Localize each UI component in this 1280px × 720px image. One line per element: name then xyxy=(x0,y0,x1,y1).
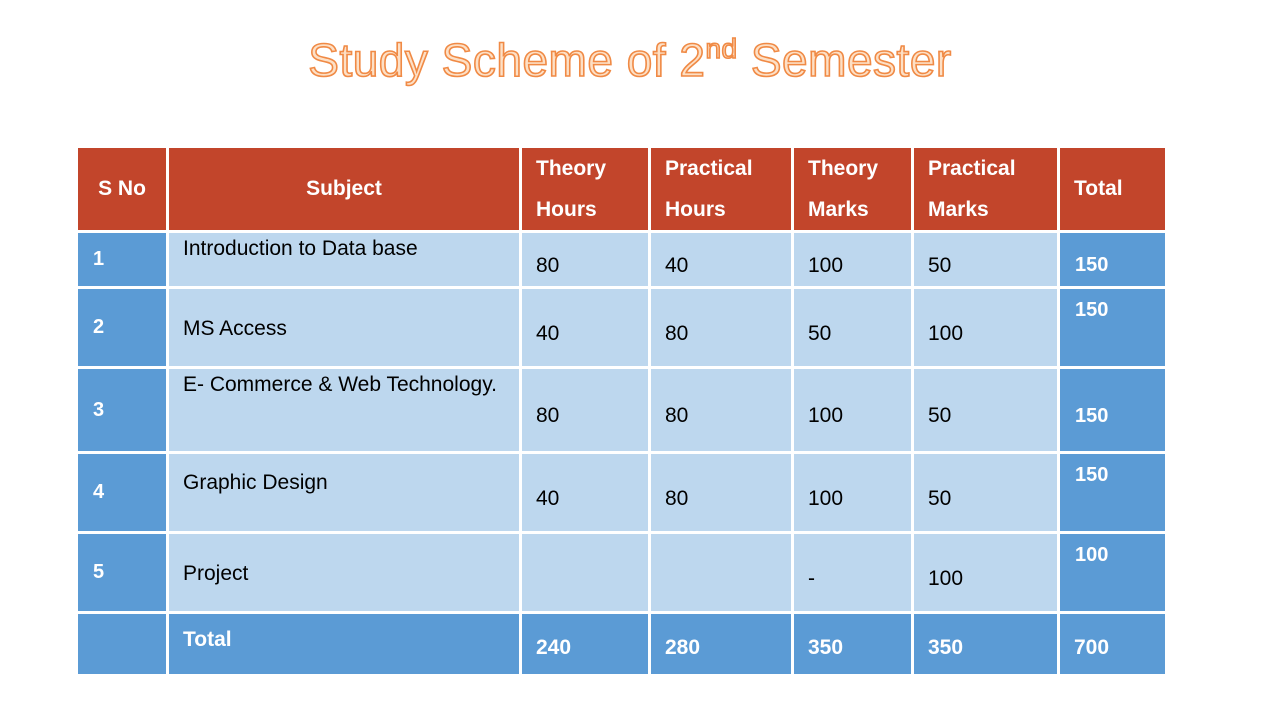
header-practical-marks xyxy=(914,148,1057,230)
table-row xyxy=(78,454,1165,531)
totals-theory-marks: 350 xyxy=(794,614,911,674)
row-total: 150 xyxy=(1060,454,1165,531)
title-rest: Semester xyxy=(737,34,952,86)
header-theory-hours xyxy=(522,148,648,230)
totals-practical-hours: 280 xyxy=(651,614,791,674)
row-theory-hours: 80 xyxy=(522,233,648,286)
row-theory-hours: 40 xyxy=(522,454,648,531)
row-practical-hours: 40 xyxy=(651,233,791,286)
header-practical-marks-line2: Marks xyxy=(928,198,989,221)
header-subject: Subject xyxy=(169,148,519,230)
row-practical-hours xyxy=(651,534,791,611)
header-theory-hours-line1: Theory xyxy=(536,157,607,180)
row-practical-hours: 80 xyxy=(651,289,791,366)
row-subject: Introduction to Data base xyxy=(169,233,519,286)
row-subject: Project xyxy=(169,534,519,611)
row-practical-marks: 100 xyxy=(914,289,1057,366)
row-subject: E- Commerce & Web Technology. xyxy=(169,369,519,451)
totals-total: 700 xyxy=(1060,614,1165,674)
page-title xyxy=(0,28,1260,92)
row-theory-marks: 100 xyxy=(794,369,911,451)
header-theory-hours-line2: Hours xyxy=(536,198,597,221)
row-sno: 5 xyxy=(78,534,166,611)
row-subject: Graphic Design xyxy=(169,454,519,531)
row-practical-marks: 50 xyxy=(914,454,1057,531)
row-sno: 1 xyxy=(78,233,166,286)
header-theory-marks-line2: Marks xyxy=(808,198,869,221)
row-theory-marks: 50 xyxy=(794,289,911,366)
title-main: Study Scheme of 2 xyxy=(308,34,706,86)
row-practical-marks: 50 xyxy=(914,369,1057,451)
table-row xyxy=(78,369,1165,451)
row-theory-hours: 80 xyxy=(522,369,648,451)
row-practical-marks: 50 xyxy=(914,233,1057,286)
row-theory-hours: 40 xyxy=(522,289,648,366)
row-theory-marks: 100 xyxy=(794,233,911,286)
study-scheme-table xyxy=(75,145,1168,677)
row-practical-marks: 100 xyxy=(914,534,1057,611)
row-practical-hours: 80 xyxy=(651,369,791,451)
totals-theory-hours: 240 xyxy=(522,614,648,674)
row-practical-hours: 80 xyxy=(651,454,791,531)
title-superscript: nd xyxy=(705,33,738,64)
table-row xyxy=(78,534,1165,611)
header-sno: S No xyxy=(78,148,166,230)
row-theory-marks: - xyxy=(794,534,911,611)
row-total: 150 xyxy=(1060,369,1165,451)
header-theory-marks xyxy=(794,148,911,230)
header-row xyxy=(78,148,1165,230)
header-practical-marks-line1: Practical xyxy=(928,157,1016,180)
row-theory-hours xyxy=(522,534,648,611)
totals-row xyxy=(78,614,1165,674)
header-theory-marks-line1: Theory xyxy=(808,157,879,180)
row-sno: 4 xyxy=(78,454,166,531)
row-subject: MS Access xyxy=(169,289,519,366)
row-total: 150 xyxy=(1060,289,1165,366)
table-row xyxy=(78,289,1165,366)
row-total: 150 xyxy=(1060,233,1165,286)
row-total: 100 xyxy=(1060,534,1165,611)
header-practical-hours-line1: Practical xyxy=(665,157,753,180)
header-practical-hours xyxy=(651,148,791,230)
row-theory-marks: 100 xyxy=(794,454,911,531)
row-sno: 3 xyxy=(78,369,166,451)
totals-label: Total xyxy=(169,614,519,674)
totals-practical-marks: 350 xyxy=(914,614,1057,674)
header-practical-hours-line2: Hours xyxy=(665,198,726,221)
header-total: Total xyxy=(1060,148,1165,230)
totals-sno-blank xyxy=(78,614,166,674)
table-row xyxy=(78,233,1165,286)
row-sno: 2 xyxy=(78,289,166,366)
